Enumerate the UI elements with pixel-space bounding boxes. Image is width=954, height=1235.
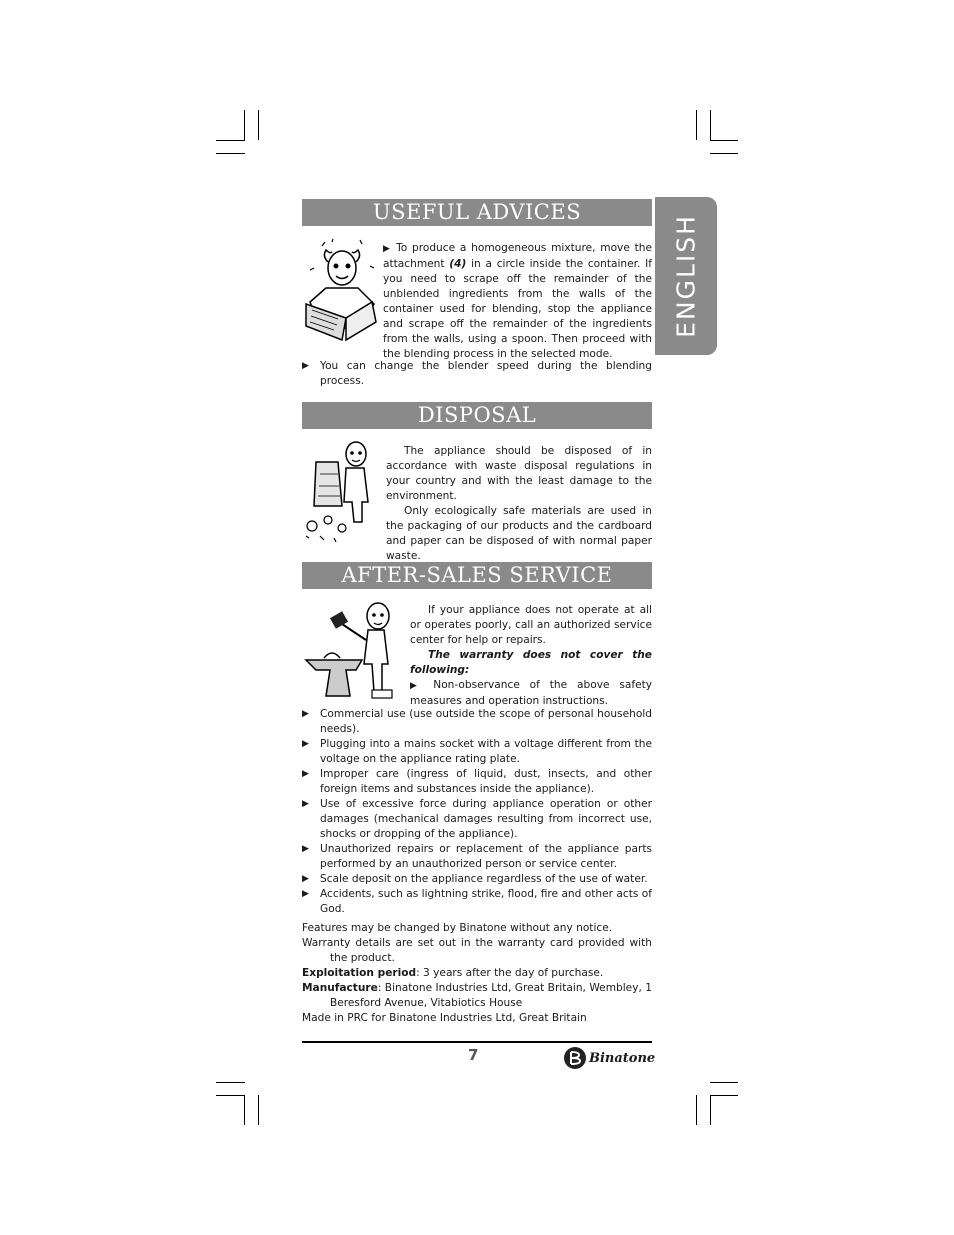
recycling-man-illustration xyxy=(302,440,384,544)
list-item: ▶ Use of excessive force during appliance operation or other damages (mechanical damages resulting from incorrect use, shocks or dropping of the appliance). xyxy=(302,797,652,842)
section-heading-useful-advices: USEFUL ADVICES xyxy=(302,199,652,226)
useful-paragraph-text: To produce a homogeneous mixture, move the attachment (4) in a circle inside the container. If you need to scrape off the remainder of the unblended ingredients from the walls of the container used for blending, stop the appliance and scrape off the remainder of the ingredients from the walls, using a spoon. Then proceed with the blending process in the selected mode. xyxy=(383,242,653,360)
useful-first-paragraph-top xyxy=(383,241,652,362)
crop-mark xyxy=(258,110,259,140)
disposal-paragraph-2: Only ecologically safe materials are used in the packaging of our products and the cardboard and paper can be disposed of with normal paper waste. xyxy=(386,505,652,562)
manufacture-note: Manufacture: Binatone Industries Ltd, Great Britain, Wembley, 1 Beresford Avenue, Vitabiotics House xyxy=(302,982,652,1009)
list-item: ▶ Commercial use (use outside the scope of personal household needs). xyxy=(302,707,652,737)
brand-name: Binatone xyxy=(589,1050,656,1066)
crop-mark xyxy=(710,1095,711,1125)
binatone-logo-icon xyxy=(563,1046,587,1070)
brand-logo xyxy=(563,1046,655,1070)
crop-mark xyxy=(216,1095,245,1096)
list-item: ▶ Plugging into a mains socket with a voltage different from the voltage on the appliance rating plate. xyxy=(302,737,652,767)
crop-mark xyxy=(696,1095,697,1125)
footer-rule xyxy=(302,1041,652,1043)
service-paragraph-1: If your appliance does not operate at all or operates poorly, call an authorized service center for help or repairs. xyxy=(410,604,652,646)
crop-mark xyxy=(216,140,245,141)
section-heading-after-sales-service: AFTER-SALES SERVICE xyxy=(302,562,652,589)
crop-mark xyxy=(258,1095,259,1125)
crop-mark xyxy=(710,1082,738,1083)
exploitation-period: Exploitation period: 3 years after the day of purchase. xyxy=(302,967,604,979)
list-item: ▶ Accidents, such as lightning strike, flood, fire and other acts of God. xyxy=(302,887,652,917)
crop-mark xyxy=(710,153,738,154)
language-tab xyxy=(655,197,717,355)
crop-mark xyxy=(216,1082,245,1083)
language-tab-label: ENGLISH xyxy=(671,214,701,338)
useful-bullet-list xyxy=(302,359,652,389)
legal-notes xyxy=(302,921,652,1026)
crop-mark xyxy=(696,110,697,140)
list-item: ▶ Scale deposit on the appliance regardless of the use of water. xyxy=(302,872,652,887)
crop-mark xyxy=(244,1095,245,1125)
features-note: Features may be changed by Binatone without any notice. xyxy=(302,922,613,934)
reading-man-illustration xyxy=(302,238,380,346)
made-in-note: Made in PRC for Binatone Industries Ltd, Great Britain xyxy=(302,1012,587,1024)
disposal-text xyxy=(386,444,652,564)
warranty-exclusions-list xyxy=(302,707,652,917)
crop-mark xyxy=(216,153,245,154)
warranty-heading: The warranty does not cover the following: xyxy=(410,649,652,676)
repairman-illustration xyxy=(302,600,406,706)
page-number: 7 xyxy=(468,1046,479,1064)
disposal-paragraph-1: The appliance should be disposed of in accordance with waste disposal regulations in your country and with the least damage to the environment. xyxy=(386,445,652,502)
crop-mark xyxy=(244,110,245,140)
list-item: ▶ You can change the blender speed during the blending process. xyxy=(302,359,652,389)
crop-mark xyxy=(710,1095,738,1096)
crop-mark xyxy=(710,140,738,141)
bullet-arrow-icon xyxy=(410,679,423,691)
service-intro xyxy=(410,603,652,709)
list-item: ▶ Non-observance of the above safety measures and operation instructions. xyxy=(410,678,652,709)
list-item: ▶ Improper care (ingress of liquid, dust, insects, and other foreign items and substances inside the appliance). xyxy=(302,767,652,797)
list-item: ▶ Unauthorized repairs or replacement of the appliance parts performed by an unauthorized person or service center. xyxy=(302,842,652,872)
warranty-note: Warranty details are set out in the warranty card provided with the product. xyxy=(302,937,652,964)
section-heading-disposal: DISPOSAL xyxy=(302,402,652,429)
crop-mark xyxy=(710,110,711,140)
